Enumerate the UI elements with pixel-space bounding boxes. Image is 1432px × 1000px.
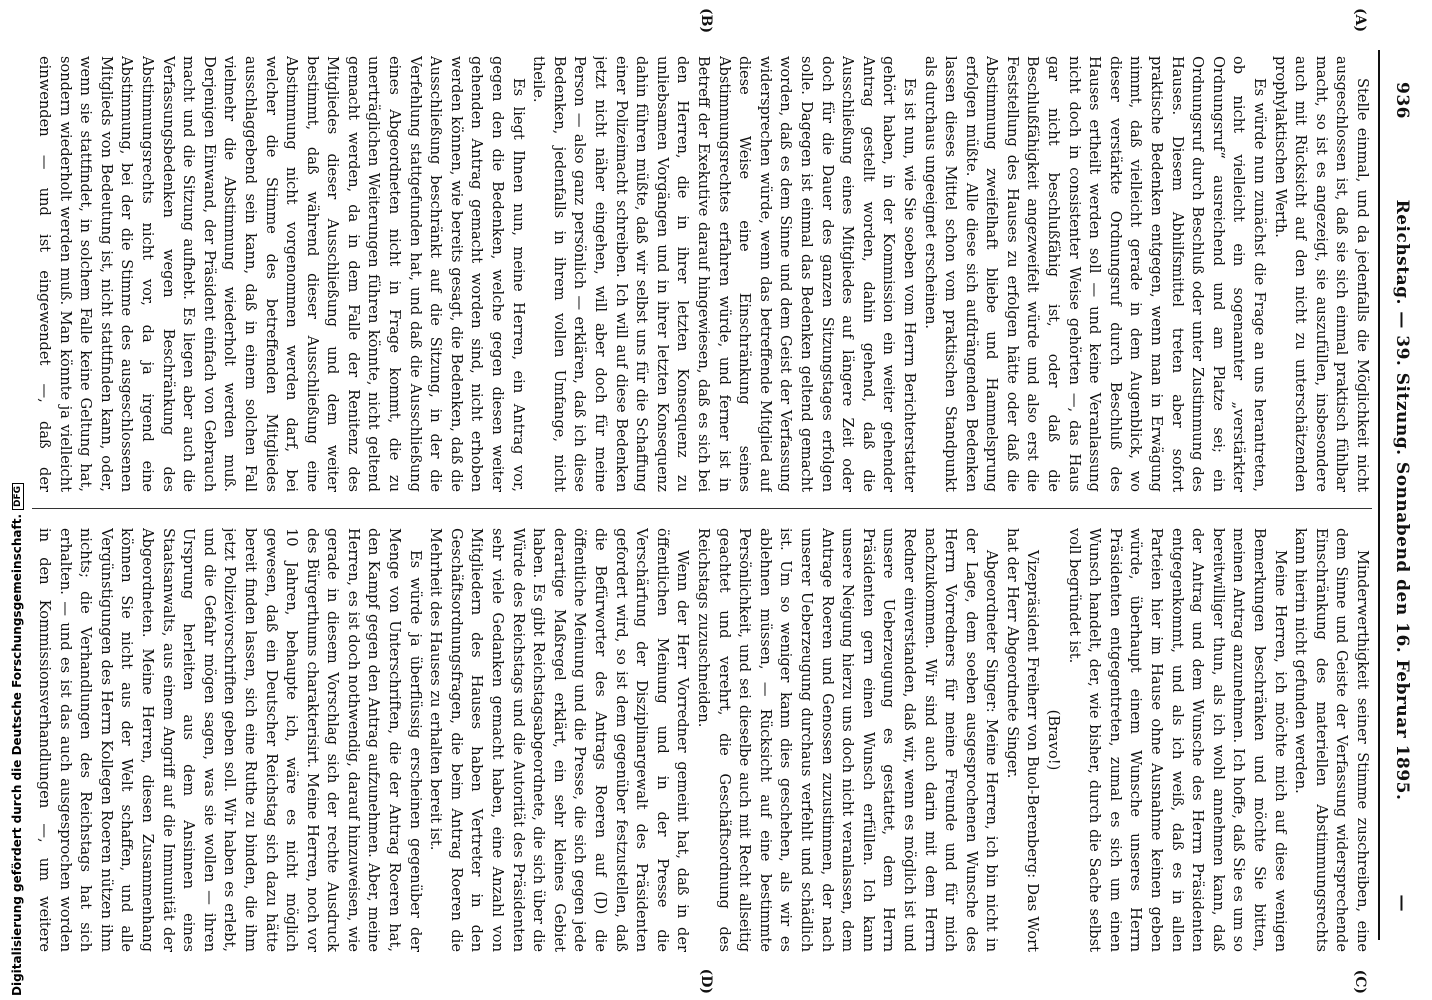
margin-mark-a: (A) <box>1352 8 1368 33</box>
margin-mark-b: (B) <box>698 8 714 34</box>
digitization-footer <box>0 0 30 1000</box>
paragraph: Abgeordneter Singer: Meine Herren, ich bin nicht in der Lage, dem soeben ausgesprochenen Wunsche des Herrn Vorredners für meine Freunde und für mich nachzukommen. Wir sind auch darin mit dem Herrn Redner einverstanden, daß wir, wenn es möglich ist und unsere Ueberzeugung es gestattet, dem Herrn Präsidenten gern einen Wunsch erfüllen. Ich kann unsere Neigung hierzu uns doch nicht veranlassen, dem Antrage Roeren und Genossen zuzustimmen, der nach unserer Ueberzeugung durchaus verfehlt und schädlich ist. Um so weniger kann dies geschehen, als wir es ablehnen müssen, — Rücksicht auf eine bestimmte Persönlichkeit, und sei dieselbe auch mit Recht allseitig geachtet und verehrt, die Geschäftsordnung des Reichstags zuzuschneiden. <box>695 528 1001 952</box>
page-number: 936 <box>1392 82 1412 119</box>
page-header <box>1382 40 1424 960</box>
margin-mark-c: (C) <box>1352 969 1368 994</box>
speaker-intro: Vizepräsident Freiherr von Buol-Berenberg: Das Wort hat der Herr Abgeordnete Singer. <box>1003 528 1042 952</box>
header-right-mark: — <box>1392 894 1412 912</box>
paragraph: Minderwerthigkeit seiner Stimme zuschreiben, eine dem Sinne und Geiste der Verfassung widersprechende Einschränkung des materiellen Abstimmungsrechts kann hierin nicht gefunden werden. <box>1292 528 1371 952</box>
header-rule <box>1378 50 1380 940</box>
applause-note: (Bravo!) <box>1045 709 1063 771</box>
paragraph: Meine Herren, ich möchte mich auf diese wenigen Bemerkungen beschränken und möchte Sie bitten, meinen Antrag anzunehmen. Ich hoffe, daß Sie es um so bereitwilliger thun, als ich wohl annehmen kann, daß der Antrag und dem Wunsche des Herrn Präsidenten entgegenkommt, und als ich weiß, daß es in allen Parteien hier im Hause ohne Ausnahme keinen geben würde, überhaupt einem Wunsche unseres Herrn Präsidenten entgegentreten, zumal es sich um einen Wunsch handelt, der, wie bisher, durch die Sache selbst voll begründet ist. <box>1065 528 1289 952</box>
paragraph: Wenn der Herr Vorredner gemeint hat, daß in der öffentlichen Meinung und in der Presse die Verschärfung der Disziplinargewalt des Präsidenten gefordert wird, so ist dem gegenüber festzustellen, daß die Befürworter des Antrags Roeren auf (D) die öffentliche Meinung und die Presse, die sich gegen jede derartige Maßregel erklärt, ein sehr kleines Gebiet haben. Es gibt Reichstagsabgeordnete, die sich über die Würde des Reichstags und die Autorität des Präsidenten sehr viele Gedanken gemacht haben, eine Anzahl von Mitgliedern des Hauses haben Vertreter in den Geschäftsordnungsfragen, die beim Antrag Roeren die Mehrheit des Hauses zu erhalten bereit ist. <box>427 528 692 952</box>
left-column <box>32 56 1372 492</box>
paragraph: Es ist nun, wie Sie soeben vom Herrn Berichterstatter gehört haben, in der Kommission ein weiter gehender Antrag gestellt worden, dahin gehend, daß die Ausschließung eines Mitgliedes auf längere Zeit oder doch für die Dauer des ganzen Sitzungstages erfolgen solle. Dagegen ist einmal das Bedenken geltend gemacht worden, daß es dem Sinne und dem Geist der Verfassung widersprechen würde, wenn das betreffende Mitglied auf diese Weise eine Einschränkung seines Abstimmungsrechtes erfahren würde, und ferner ist in Betreff der Exekutive darauf hingewiesen, daß es sich bei den Herren, die in ihrer letzten Konsequenz zu unliebsamen Vorgängen und in ihrer letzten Konsequenz dahin führen müßte, daß wir selbst uns für die Schaffung einer Polizeimacht schreiben. Ich will auf diese Bedenken jetzt nicht näher eingehen, will aber doch für meine Person — also ganz persönlich — erklären, daß ich diese Bedenken, jedenfalls in ihrem vollen Umfange, nicht theile. <box>530 56 918 492</box>
footer-credit: Digitalisierung gefördert durch die Deutsche Forschungsgemeinschaft.DFG <box>10 483 24 996</box>
paragraph: Es würde nun zunächst die Frage an uns herantreten, ob nicht vielleicht ein sogenannter „verstärkter Ordnungsruf“ ausreichend und am Platze sei; ein Ordnungsruf durch Beschluß oder unter Zustimmung des Hauses. Diesem Abhilfsmittel treten aber sofort praktische Bedenken entgegen, wenn man in Erwägung nimmt, daß vielleicht gerade in dem Augenblick, wo dieser verstärkte Ordnungsruf durch Beschluß des Hauses ertheilt werden soll — und keine Veranlassung nicht doch in consistenter Weise gehörten —, das Haus gar nicht beschlußfähig ist, oder daß die Beschlußfähigkeit angezweifelt würde und also erst die Feststellung des Hauses zu erfolgen hätte oder daß die Abstimmung zweifelhaft bliebe und Hammelsprung erfolgen müßte. Alle diese sich aufdrängenden Bedenken lassen dieses Mittel schon vom praktischen Standpunkt als durchaus ungeeignet erscheinen. <box>921 56 1269 492</box>
page-title: Reichstag. — 39. Sitzung. Sonnabend den 16. Februar 1895. <box>1392 199 1412 801</box>
paragraph: Es liegt Ihnen nun, meine Herren, ein Antrag vor, gegen den die Bedenken, welche gegen diesen weiter gehenden Antrag gemacht worden sind, nicht erhoben werden können, wie bereits gesagt, die Bedenken, daß die Ausschließung beschränkt auf die Sitzung, in der die Verfehlung stattgefunden hat, und daß die Ausschließung eines Abgeordneten nicht in Frage kommt, die zu unerträglichen Weiterungen führen könnte, nicht geltend gemacht werden, da in dem Falle der Renitenz des Mitgliedes dieser Ausschließung und dem weiter bestimmt, daß während dieser Ausschließung eine Abstimmung nicht vorgenommen werden darf, bei welcher die Stimme des betreffenden Mitgliedes ausschlaggebend sein kann, daß in einem solchen Fall vielmehr die Abstimmung wiederholt werden muß. Derjenigen Einwand, der Präsident einfach von Gebrauch macht und die Sitzung aufhebt. Es liegen aber auch die Verfassungsbedenken wegen Beschränkung des Abstimmungsrechts nicht vor, da ja irgend eine Abstimmung, bei der die Stimme des ausgeschlossenen Mitglieds von Bedeutung ist, nicht stattfinden kann, oder, wenn sie stattfindet, in solchem Falle keine Geltung hat, sondern wiederholt werden muß. Man könnte ja vielleicht einwenden — und ist eingewendet —, daß der <box>36 56 527 492</box>
right-column <box>32 528 1372 952</box>
paragraph: Stelle einmal, und da jedenfalls die Möglichkeit nicht ausgeschlossen ist, daß sie sich einmal praktisch fühlbar macht, so ist es angezeigt, sie auszufüllen, insbesondere auch mit Rücksicht auf den nicht zu unterschätzenden prophylaktischen Werth. <box>1271 56 1371 492</box>
dfg-logo-icon: DFG <box>12 483 24 510</box>
column-divider <box>32 508 1372 509</box>
paragraph: Es würde ja überflüssig erscheinen gegenüber der Menge von Unterschriften, die der Antrag Roeren hat, den Kampf gegen den Antrag aufzunehmen. Aber, meine Herren, es ist doch nothwendig, darauf hinzuweisen, wie gerade in diesem Vorschlag sich der rechte Ausdruck des Bürgerthums charakterisirt. Meine Herren, noch vor 10 Jahren, behaupte ich, wäre es nicht möglich gewesen, daß ein Deutscher Reichstag sich dazu hätte bereit finden lassen, sich eine Ruthe zu binden, die ihm jetzt Polizeivorschriften geben soll. Wir haben es erlebt, und die Gefahr mögen sagen, was sie wollen — ihren Ursprung herleiten aus dem Ansinnen eines Staatsanwalts, aus einem Angriff auf die Immunität der Abgeordneten. Meine Herren, diesen Zusammenhang können Sie nicht aus der Welt schaffen, und alle Vergünstigungen des Herrn Kollegen Roeren nützen ihm nichts; die Verhandlungen des Reichstags hat sich erhalten. — und es ist das auch ausgesprochen worden in den Kommissionsverhandlungen —, um weitere <box>36 528 424 952</box>
margin-mark-d: (D) <box>698 968 714 994</box>
